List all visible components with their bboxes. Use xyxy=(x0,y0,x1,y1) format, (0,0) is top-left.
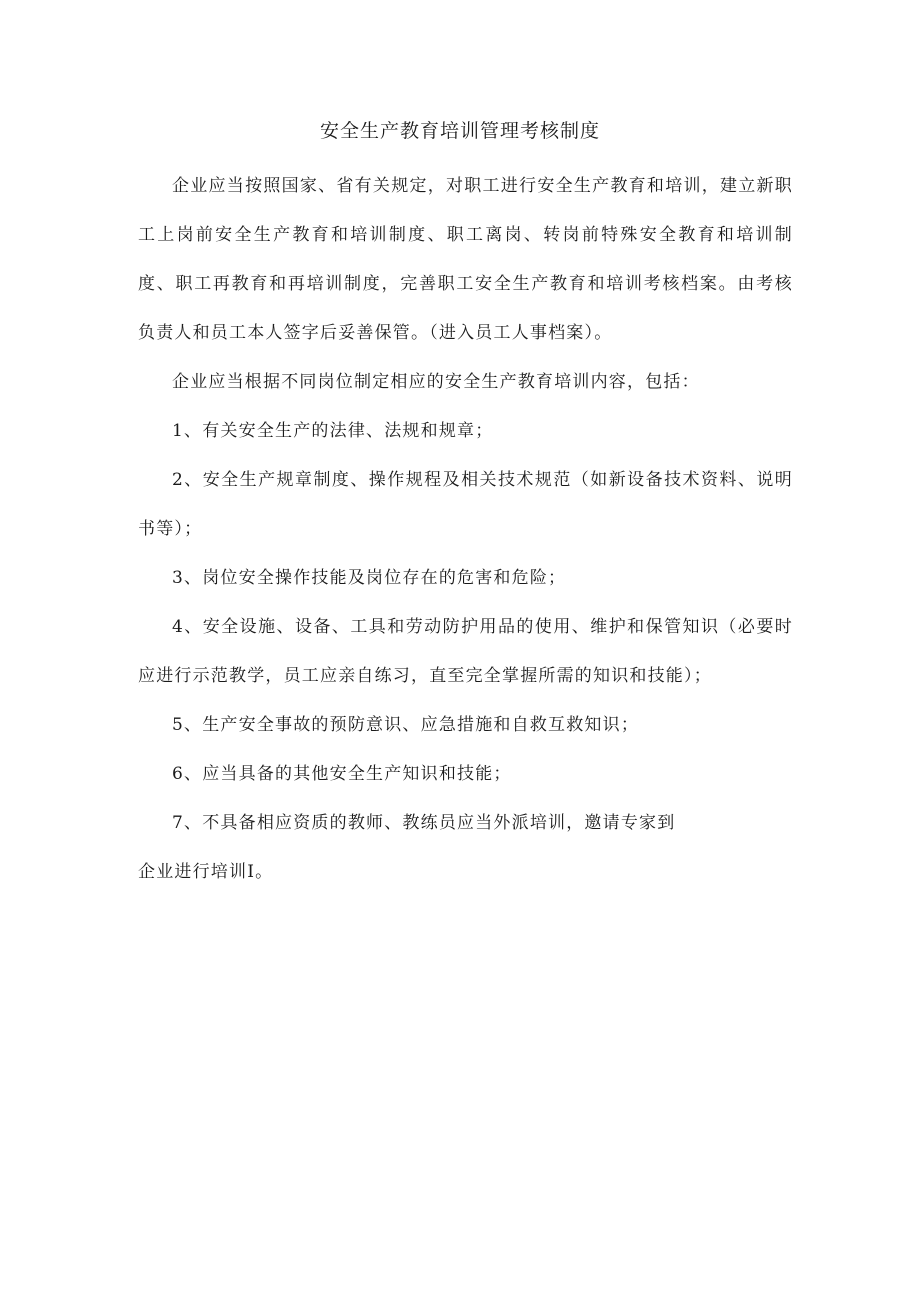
list-item-7: 7、不具备相应资质的教师、教练员应当外派培训，邀请专家到 xyxy=(172,813,676,833)
list-item-6: 6、应当具备的其他安全生产知识和技能； xyxy=(172,764,512,784)
paragraph-content-intro: 企业应当根据不同岗位制定相应的安全生产教育培训内容，包括： xyxy=(172,372,700,392)
closing-line: 企业进行培训I。 xyxy=(138,862,274,882)
document-title: 安全生产教育培训管理考核制度 xyxy=(319,120,600,142)
list-item-2: 2、安全生产规章制度、操作规程及相关技术规范（如新设备技术资料、说明书等）； xyxy=(138,470,793,539)
list-item-3: 3、岗位安全操作技能及岗位存在的危害和危险； xyxy=(172,568,567,588)
paragraph-intro: 企业应当按照国家、省有关规定，对职工进行安全生产教育和培训，建立新职工上岗前安全生产教育和培训制度、职工离岗、转岗前特殊安全教育和培训制度、职工再教育和再培训制度，完善职工安全生产教育和培训考核档案。由考核负责人和员工本人签字后妥善保管。（进入员工人事档案）。 xyxy=(138,176,793,343)
list-item-1: 1、有关安全生产的法律、法规和规章； xyxy=(172,421,494,441)
document-body xyxy=(138,162,793,897)
list-item-4: 4、安全设施、设备、工具和劳动防护用品的使用、维护和保管知识（必要时应进行示范教学，员工应亲自练习，直至完全掌握所需的知识和技能）； xyxy=(138,617,793,686)
list-item-5: 5、生产安全事故的预防意识、应急措施和自救互救知识； xyxy=(172,715,640,735)
